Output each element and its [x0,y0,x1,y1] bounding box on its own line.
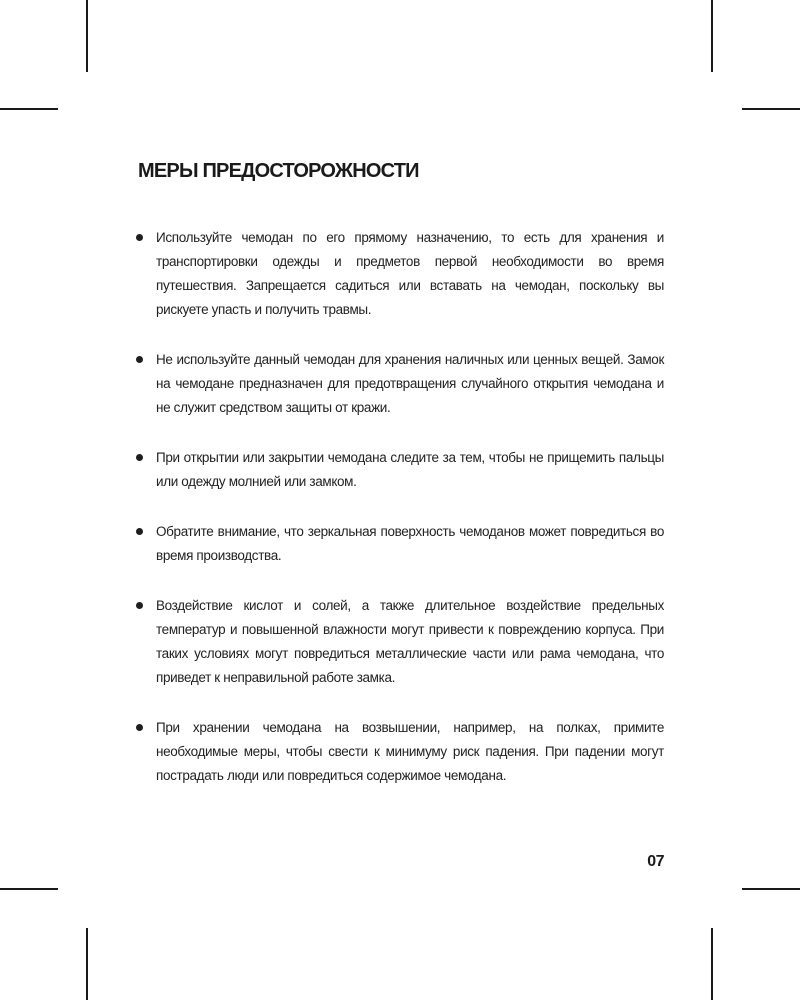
list-item [134,520,664,568]
crop-mark-bottom-left-vertical [86,928,88,1000]
bullet-icon [136,356,143,363]
bullet-icon [136,528,143,535]
crop-mark-top-left-horizontal [0,108,58,110]
bullet-icon [136,454,143,461]
list-item-text: Обратите внимание, что зеркальная поверхность чемоданов может повредиться во время производства. [156,524,664,563]
list-item [134,716,664,788]
crop-mark-bottom-right-horizontal [742,888,800,890]
list-item [134,594,664,690]
bullet-icon [136,724,143,731]
page-title: МЕРЫ ПРЕДОСТОРОЖНОСТИ [138,160,419,182]
list-item-text: Воздействие кислот и солей, а также длительное воздействие предельных температур и повышенной влажности могут привести к повреждению корпуса. При таких условиях могут повредиться металлические части или рама чемодана, что приведет к неправильной работе замка. [156,598,664,685]
list-item-text: Используйте чемодан по его прямому назначению, то есть для хранения и транспортировки одежды и предметов первой необходимости во время путешествия. Запрещается садиться или вставать на чемодан, поскольку вы рискуете упасть и получить травмы. [156,230,664,317]
list-item-text: При хранении чемодана на возвышении, например, на полках, примите необходимые меры, чтобы свести к минимуму риск падения. При падении могут пострадать люди или повредиться содержимое чемодана. [156,720,664,783]
crop-mark-bottom-right-vertical [711,928,713,1000]
crop-mark-top-right-vertical [711,0,713,72]
crop-mark-top-left-vertical [86,0,88,72]
list-item-text: Не используйте данный чемодан для хранения наличных или ценных вещей. Замок на чемодане предназначен для предотвращения случайного открытия чемодана и не служит средством защиты от кражи. [156,352,664,415]
list-item [134,226,664,322]
bullet-icon [136,602,143,609]
bullet-icon [136,234,143,241]
crop-mark-top-right-horizontal [742,108,800,110]
list-item [134,348,664,420]
precautions-list [134,226,664,814]
page-number: 07 [647,853,664,870]
crop-mark-bottom-left-horizontal [0,888,58,890]
list-item-text: При открытии или закрытии чемодана следите за тем, чтобы не прищемить пальцы или одежду молнией или замком. [156,450,664,489]
list-item [134,446,664,494]
